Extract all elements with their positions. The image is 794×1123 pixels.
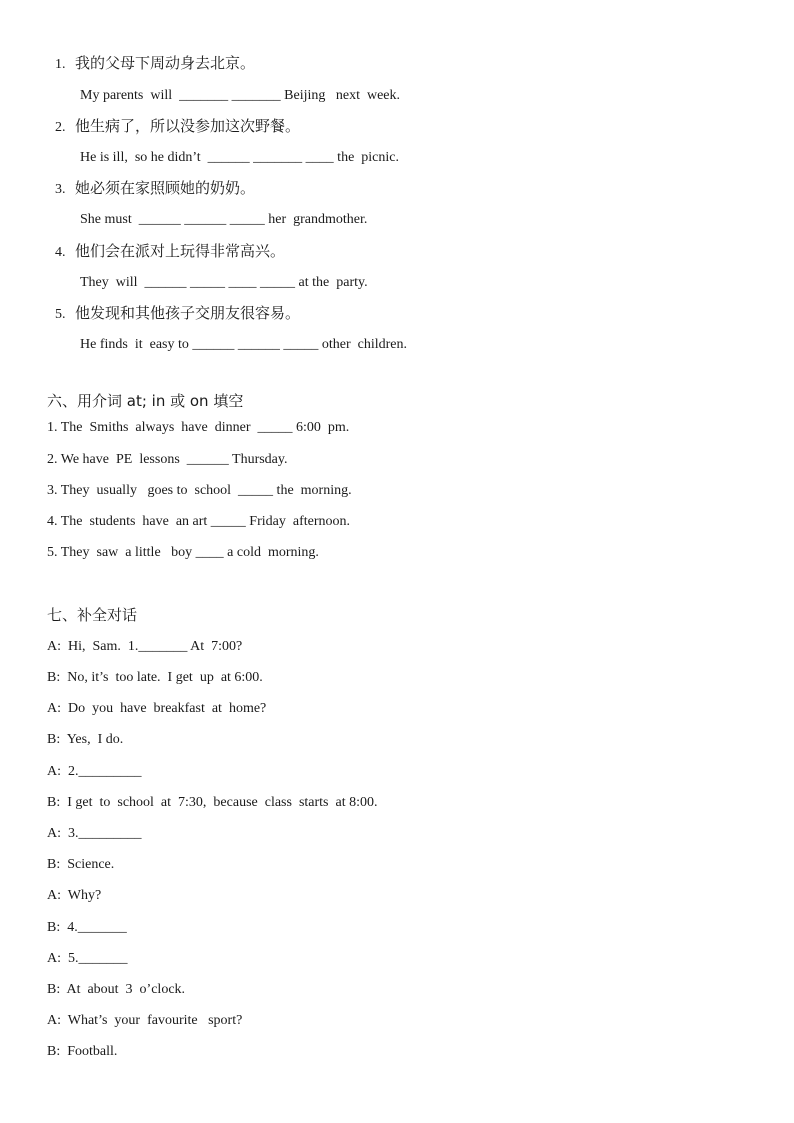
dialogue-line-8: B: Science. <box>47 857 115 872</box>
chinese-sentence: 他发现和其他孩子交朋友很容易。 <box>75 304 301 322</box>
section-six-item-1: 1. The Smiths always have dinner _____ 6:00 pm. <box>47 420 350 435</box>
dialogue-line-1: A: Hi, Sam. 1._______ At 7:00? <box>47 639 243 654</box>
translate-item-2-en: He is ill, so he didn’t ______ _______ ____ the picnic. <box>80 150 399 165</box>
translate-item-5-en: He finds it easy to ______ ______ _____ other children. <box>80 337 408 352</box>
dialogue-line-14: B: Football. <box>47 1044 118 1059</box>
dialogue-line-4: B: Yes, I do. <box>47 732 124 747</box>
translate-item-5-zh <box>55 303 300 325</box>
chinese-sentence: 她必须在家照顾她的奶奶。 <box>75 179 256 197</box>
chinese-sentence: 他们会在派对上玩得非常高兴。 <box>75 242 286 260</box>
dialogue-line-13: A: What’s your favourite sport? <box>47 1013 243 1028</box>
dialogue-line-10: B: 4._______ <box>47 920 127 935</box>
dialogue-line-5: A: 2._________ <box>47 764 142 779</box>
dialogue-line-11: A: 5._______ <box>47 951 128 966</box>
section-six-title: 六、用介词 at; in 或 on 填空 <box>47 392 244 410</box>
translate-item-4-en: They will ______ _____ ____ _____ at the party. <box>80 275 368 290</box>
dialogue-line-2: B: No, it’s too late. I get up at 6:00. <box>47 670 263 685</box>
item-number: 3. <box>55 182 66 197</box>
section-six-item-2: 2. We have PE lessons ______ Thursday. <box>47 452 288 467</box>
dialogue-line-6: B: I get to school at 7:30, because class starts at 8:00. <box>47 795 378 810</box>
translate-item-3-zh <box>55 178 255 200</box>
dialogue-line-3: A: Do you have breakfast at home? <box>47 701 267 716</box>
dialogue-line-7: A: 3._________ <box>47 826 142 841</box>
section-seven-title: 七、补全对话 <box>47 606 138 624</box>
section-six-item-5: 5. They saw a little boy ____ a cold morning. <box>47 545 319 560</box>
chinese-sentence: 我的父母下周动身去北京。 <box>75 54 256 72</box>
dialogue-line-12: B: At about 3 o’clock. <box>47 982 186 997</box>
section-six-item-3: 3. They usually goes to school _____ the morning. <box>47 483 352 498</box>
translate-item-2-zh <box>55 116 300 138</box>
section-six-item-4: 4. The students have an art _____ Friday afternoon. <box>47 514 351 529</box>
translate-item-1-en: My parents will _______ _______ Beijing next week. <box>80 88 401 103</box>
dialogue-line-9: A: Why? <box>47 888 102 903</box>
translate-item-4-zh <box>55 241 285 263</box>
item-number: 2. <box>55 120 66 135</box>
item-number: 4. <box>55 245 66 260</box>
translate-item-3-en: She must ______ ______ _____ her grandmother. <box>80 212 368 227</box>
chinese-sentence: 他生病了，所以没参加这次野餐。 <box>75 117 301 135</box>
item-number: 5. <box>55 307 66 322</box>
item-number: 1. <box>55 57 66 72</box>
translate-item-1-zh <box>55 53 255 75</box>
